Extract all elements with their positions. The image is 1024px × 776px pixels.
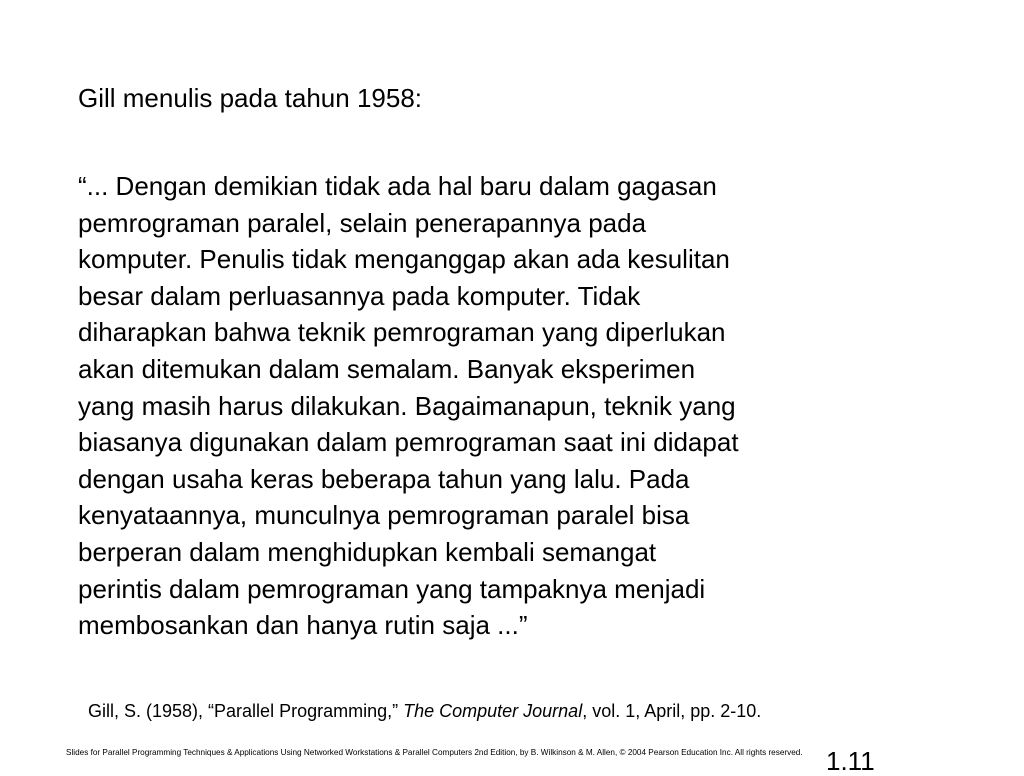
quote-line: “... Dengan demikian tidak ada hal baru dalam gagasan	[78, 171, 717, 201]
citation	[88, 698, 761, 724]
slide-number: 1.11	[826, 746, 875, 776]
intro-text: Gill menulis pada tahun 1958:	[78, 83, 423, 113]
quote-line: membosankan dan hanya rutin saja ...”	[78, 610, 528, 641]
citation-suffix: , vol. 1, April, pp. 2-10.	[582, 701, 762, 721]
footer-copyright: Slides for Parallel Programming Techniques & Applications Using Networked Workstations & Parallel Computers 2nd Edition, by B. Wilkinson & M. Allen, © 2004 Pearson Education Inc. All rights reserved.	[66, 748, 803, 757]
quote-line: berperan dalam menghidupkan kembali semangat	[78, 536, 657, 567]
quote-line: biasanya digunakan dalam pemrograman saat ini didapat	[78, 427, 739, 458]
citation-prefix: Gill, S. (1958), “Parallel Programming,”	[88, 701, 404, 721]
quote-line: akan ditemukan dalam semalam. Banyak eksperimen	[78, 353, 696, 384]
quote-line: besar dalam perluasannya pada komputer. Tidak	[78, 280, 641, 311]
quote-line: komputer. Penulis tidak menganggap akan ada kesulitan	[78, 244, 730, 275]
quote-block	[78, 168, 958, 644]
quote-line: kenyataannya, munculnya pemrograman paralel bisa	[78, 500, 690, 531]
quote-line: dengan usaha keras beberapa tahun yang lalu. Pada	[78, 463, 690, 494]
quote-line: pemrograman paralel, selain penerapannya pada	[78, 207, 647, 238]
quote-line: yang masih harus dilakukan. Bagaimanapun, teknik yang	[78, 390, 736, 421]
citation-journal: The Computer Journal	[403, 701, 583, 721]
quote-line: perintis dalam pemrograman yang tampaknya menjadi	[78, 573, 706, 604]
quote-line: diharapkan bahwa teknik pemrograman yang diperlukan	[78, 317, 726, 348]
